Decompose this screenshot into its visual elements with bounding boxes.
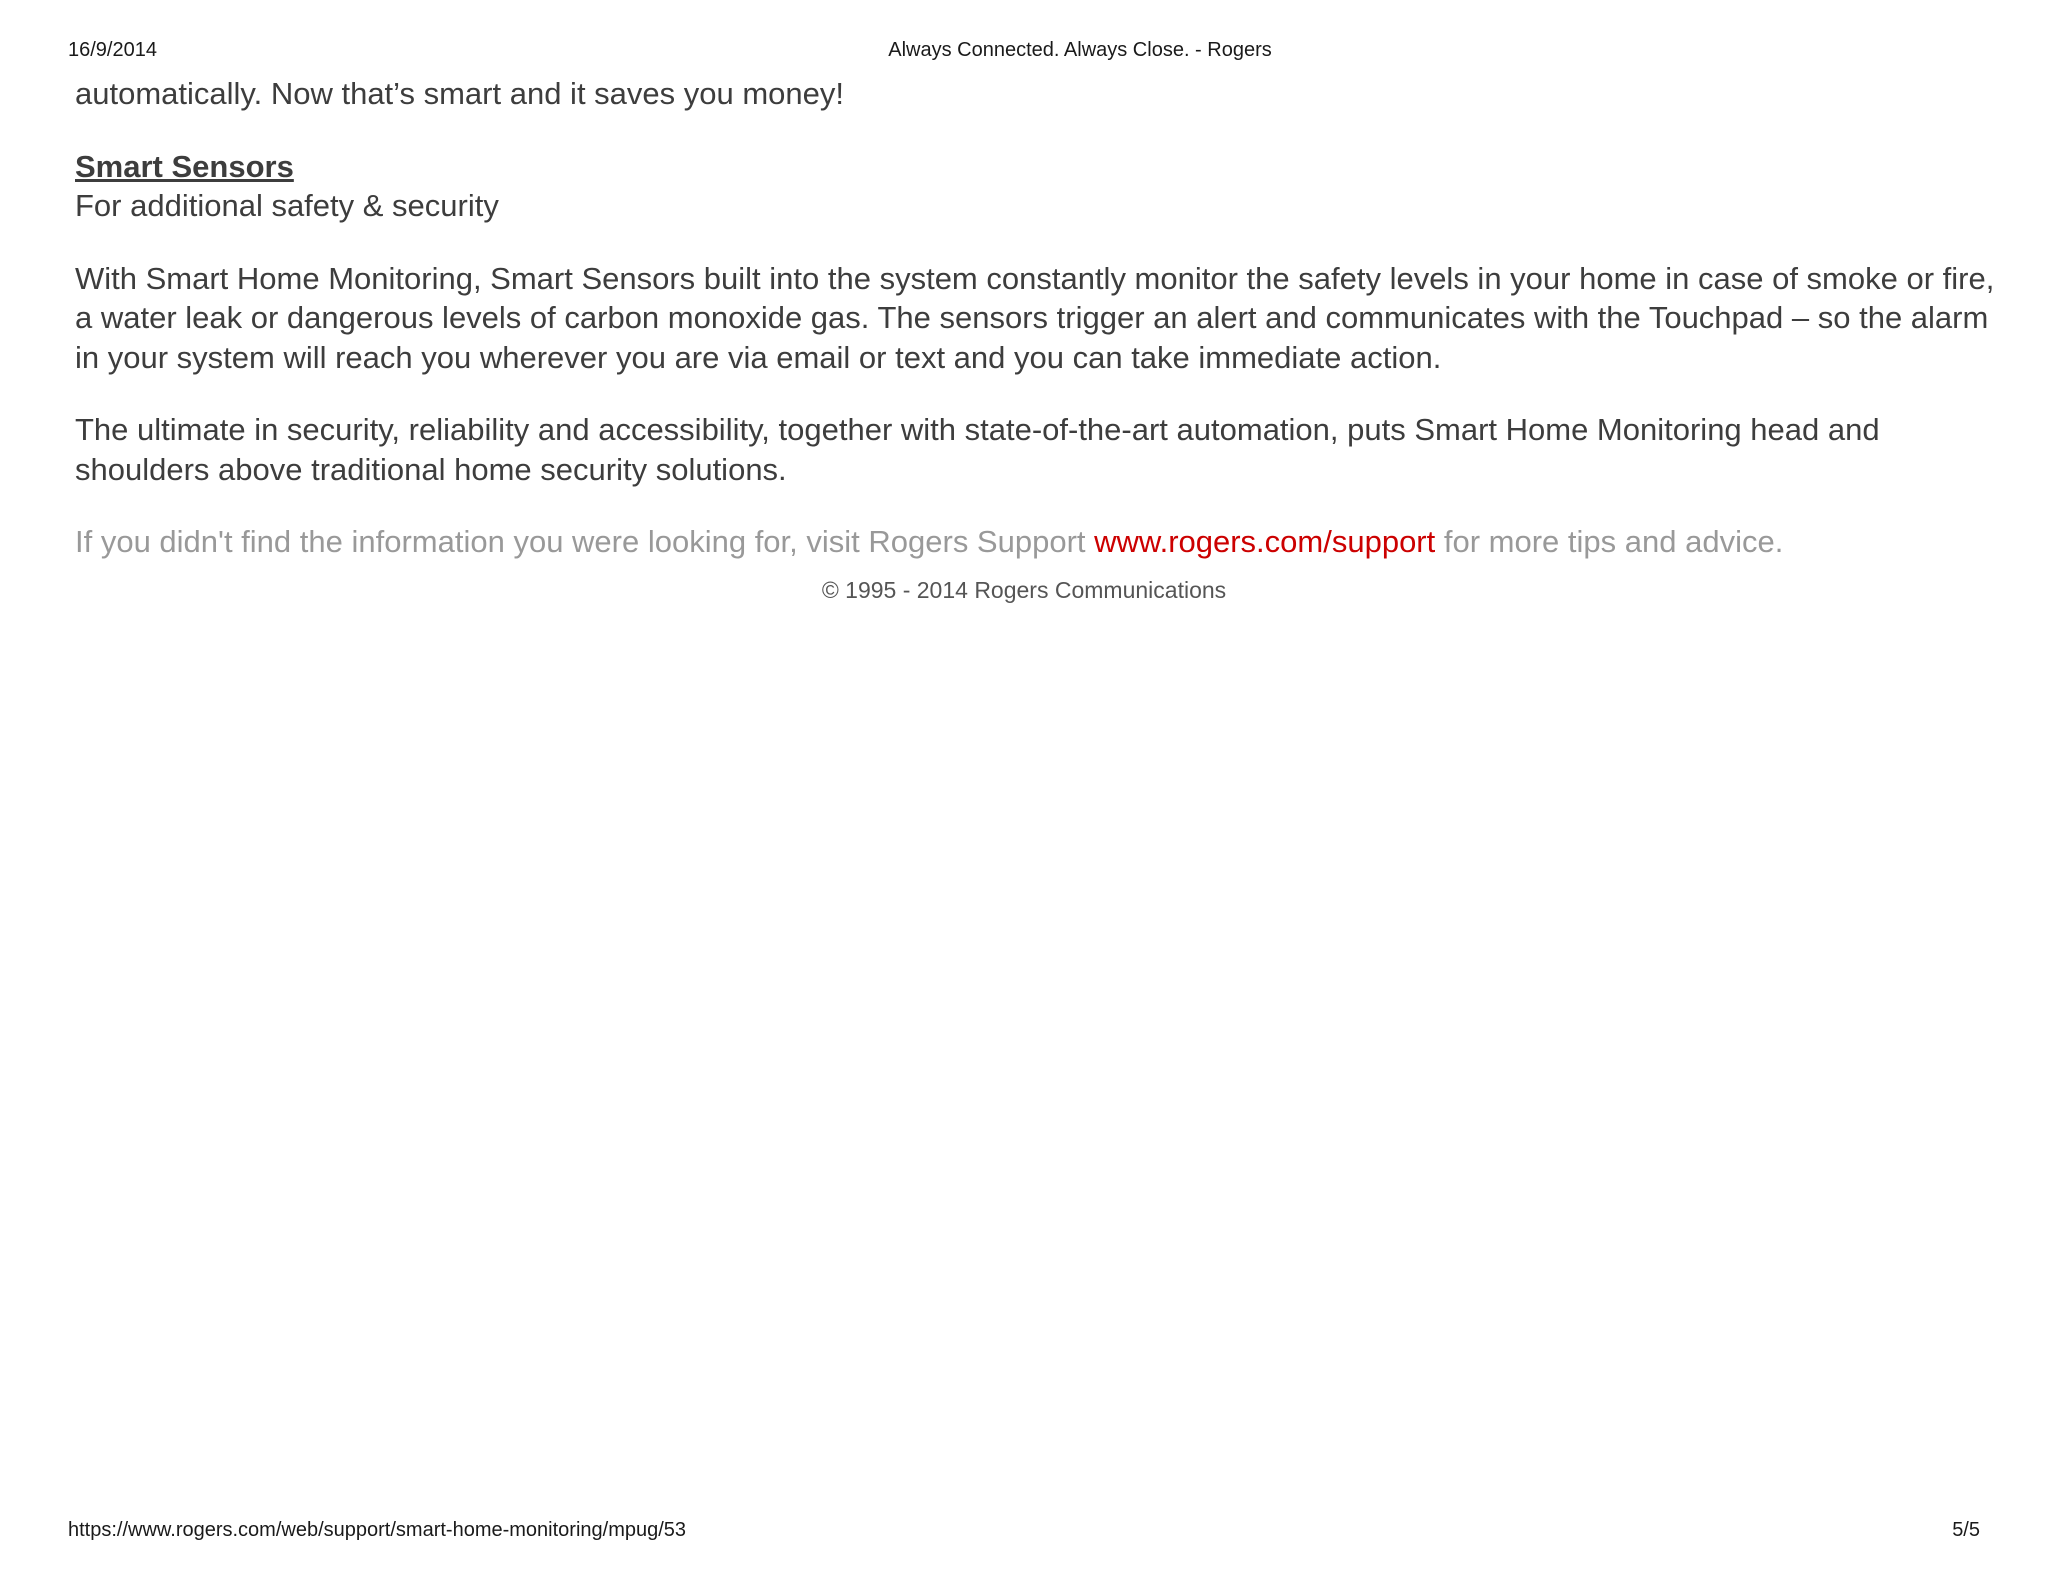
copyright-notice: © 1995 - 2014 Rogers Communications xyxy=(821,577,1227,603)
support-help-prefix: If you didn't find the information you were looking for, visit Rogers Support xyxy=(75,524,1095,559)
support-help-line xyxy=(75,522,2015,562)
print-footer-url: https://www.rogers.com/web/support/smart-home-monitoring/mpug/53 xyxy=(68,1519,687,1541)
print-header-date: 16/9/2014 xyxy=(68,39,157,61)
section-subheading: For additional safety & security xyxy=(75,188,499,223)
support-link[interactable]: www.rogers.com/support xyxy=(1094,524,1436,559)
section-heading: Smart Sensors xyxy=(75,148,294,184)
print-header-title: Always Connected. Always Close. - Rogers xyxy=(888,39,1272,61)
lead-paragraph-tail: automatically. Now that’s smart and it saves you money! xyxy=(75,76,845,111)
support-help-suffix: for more tips and advice. xyxy=(1435,524,1784,559)
body-paragraph-summary: The ultimate in security, reliability and accessibility, together with state-of-the-art automation, puts Smart Home Monitoring head and shoulders above traditional home security solutions. xyxy=(75,412,1880,487)
body-paragraph-sensors: With Smart Home Monitoring, Smart Sensors built into the system constantly monitor the safety levels in your home in case of smoke or fire, a water leak or dangerous levels of carbon monoxide gas. The sensors trigger an alert and communicates with the Touchpad – so the alarm in your system will reach you wherever you are via email or text and you can take immediate action. xyxy=(75,260,1995,375)
print-footer-page-number: 5/5 xyxy=(1952,1519,1980,1541)
article-content xyxy=(75,74,2015,562)
